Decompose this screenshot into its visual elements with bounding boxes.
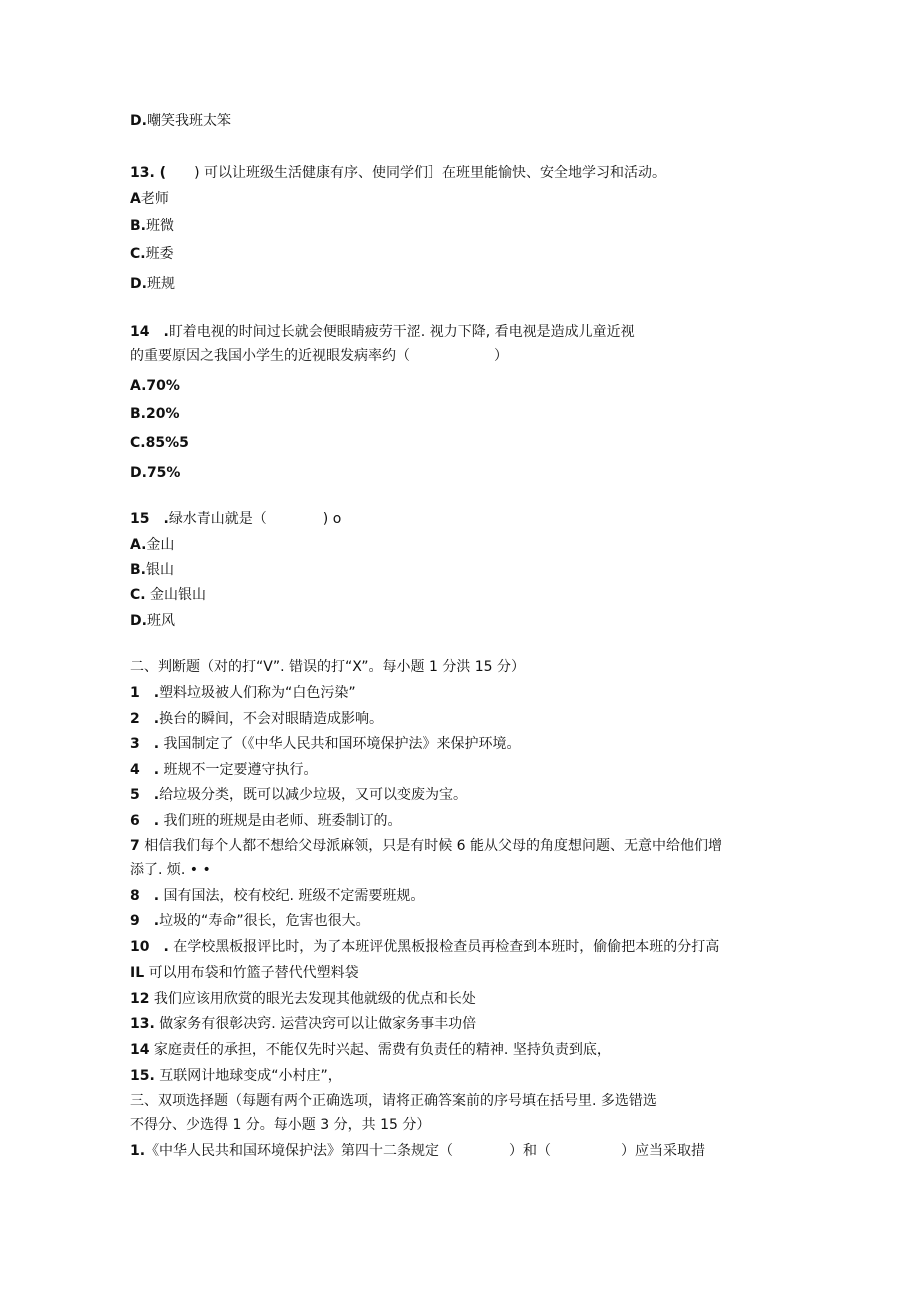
judgement-item <box>130 709 383 729</box>
item-text: 班风 <box>146 613 175 629</box>
item-text: 班微 <box>146 218 174 234</box>
option-line <box>130 463 180 483</box>
item-number: C. <box>130 246 146 262</box>
judgement-item <box>130 683 356 703</box>
item-text: 在学校黑板报评比时，为了本班评优黑板报检查员再检查到本班时，偷偷把本班的分打高 <box>168 939 720 955</box>
judgement-item <box>130 1066 342 1086</box>
item-number: 5 . <box>130 787 160 803</box>
item-text: 塑料垃圾被人们称为“白色污染” <box>159 685 356 701</box>
option-line <box>130 216 174 236</box>
option-line <box>130 433 189 453</box>
option-line <box>130 560 174 580</box>
item-number: 9 . <box>130 913 160 929</box>
item-text: 班规 <box>146 276 175 292</box>
option-line <box>130 189 169 209</box>
item-text: 相信我们每个人都不想给父母派麻领，只是有时候 6 能从父母的角度想问题、无意中给他们增 <box>139 838 723 854</box>
judgement-item <box>130 911 370 931</box>
judgement-item <box>130 1040 611 1060</box>
item-number: 2 . <box>130 711 160 727</box>
item-number: 8 . <box>130 888 160 904</box>
option-line <box>130 611 175 631</box>
item-text: 老师 <box>140 191 169 207</box>
item-number: 10 . <box>130 939 169 955</box>
item-text: 盯着电视的时间过长就会便眼睛疲劳干涩. 视力下降, 看电视是造成儿童近视 <box>168 324 635 340</box>
item-number: IL <box>130 965 145 981</box>
judgement-item <box>130 963 359 983</box>
judgement-item <box>130 886 424 906</box>
item-text: 做家务有很彰决窍. 运营决窍可以让做家务事丰功倍 <box>154 1016 477 1032</box>
item-number: 13. ( <box>130 165 167 181</box>
item-number: 4 . <box>130 762 160 778</box>
item-text: 给垃圾分类，既可以减少垃圾，又可以变废为宝。 <box>159 787 468 803</box>
item-text: 的重要原因之我国小学生的近视眼发病率约（ ） <box>130 348 508 364</box>
item-number: D. <box>130 613 147 629</box>
item-number: 3 . <box>130 736 160 752</box>
item-text: 银山 <box>146 562 174 578</box>
item-text: 我们应该用欣赏的眼光去发现其他就级的优点和长处 <box>149 991 476 1007</box>
item-text: 互联网计地球变成“小村庄”， <box>154 1068 342 1084</box>
item-text: 三、双项选择题（每题有两个正确选项，请将正确答案前的序号填在括号里. 多选错选 <box>130 1093 657 1109</box>
item-number: B. <box>130 218 146 234</box>
item-text: 嘲笑我班太笨 <box>146 113 231 129</box>
judgement-item <box>130 937 719 957</box>
item-number: A.70% <box>130 378 180 394</box>
text-line <box>130 111 231 131</box>
item-number: 13. <box>130 1016 155 1032</box>
section-heading <box>130 657 525 677</box>
item-text: 班规不一定要遵守执行。 <box>159 762 318 778</box>
item-number: 1. <box>130 1143 146 1159</box>
item-number: 7 <box>130 838 140 854</box>
item-number: 14 <box>130 1042 150 1058</box>
item-text: 不得分、少选得 1 分。每小题 3 分，共 15 分） <box>130 1117 431 1133</box>
question-14 <box>130 322 635 342</box>
judgement-item <box>130 734 521 754</box>
option-line <box>130 535 174 555</box>
question-15 <box>130 509 341 529</box>
judgement-item <box>130 836 722 856</box>
item-text: 国有国法，校有校纪. 班级不定需要班规。 <box>159 888 425 904</box>
judgement-item <box>130 760 318 780</box>
item-number: 15 . <box>130 511 169 527</box>
item-text: 班委 <box>145 246 174 262</box>
item-number: 1 . <box>130 685 160 701</box>
item-text: 二、判断题（对的打“V”. 错误的打“X”。每小题 1 分洪 15 分） <box>130 659 526 675</box>
option-line <box>130 244 174 264</box>
judgement-item <box>130 785 467 805</box>
judgement-item <box>130 1014 476 1034</box>
item-number: D. <box>130 276 147 292</box>
item-text: 金山银山 <box>145 587 207 603</box>
item-number: 12 <box>130 991 150 1007</box>
item-number: B. <box>130 562 146 578</box>
item-text: 《中华人民共和国环境保护法》第四十二条规定（ ）和（ ）应当采取措 <box>145 1143 706 1159</box>
item-text: 我国制定了（《中华人民共和国环境保护法》来保护环境。 <box>159 736 521 752</box>
text-line <box>130 1115 430 1135</box>
question-13 <box>130 163 666 183</box>
item-number: C. <box>130 587 146 603</box>
item-text: 换台的瞬间，不会对眼睛造成影响。 <box>159 711 384 727</box>
section-heading <box>130 1091 657 1111</box>
item-text: 添了. 烦. • • <box>130 862 211 878</box>
item-text: 可以用布袋和竹篮子替代代塑料袋 <box>144 965 359 981</box>
item-number: D. <box>130 113 147 129</box>
option-line <box>130 404 180 424</box>
item-number: B.20% <box>130 406 180 422</box>
item-text: ) 可以让班级生活健康有序、使同学们］在班里能愉快、安全地学习和活动。 <box>166 165 666 181</box>
option-line <box>130 585 206 605</box>
item-number: D.75% <box>130 465 181 481</box>
judgement-item <box>130 989 476 1009</box>
item-number: 15. <box>130 1068 155 1084</box>
item-number: 14 . <box>130 324 169 340</box>
item-number: 6 . <box>130 813 160 829</box>
item-number: A <box>130 191 141 207</box>
item-text: 垃圾的“寿命”很长，危害也很大。 <box>159 913 370 929</box>
option-line <box>130 376 180 396</box>
item-text: 绿水青山就是（ ) o <box>168 511 342 527</box>
text-line <box>130 860 211 880</box>
option-line <box>130 274 175 294</box>
item-text: 家庭责任的承担，不能仅先时兴起、需费有负责任的精神. 坚持负责到底， <box>149 1042 611 1058</box>
item-number: A. <box>130 537 147 553</box>
item-text: 我们班的班规是由老师、班委制订的。 <box>159 813 402 829</box>
multi-choice-item <box>130 1141 705 1161</box>
text-line <box>130 346 508 366</box>
item-text: 金山 <box>146 537 175 553</box>
item-number: C.85%5 <box>130 435 189 451</box>
judgement-item <box>130 811 402 831</box>
